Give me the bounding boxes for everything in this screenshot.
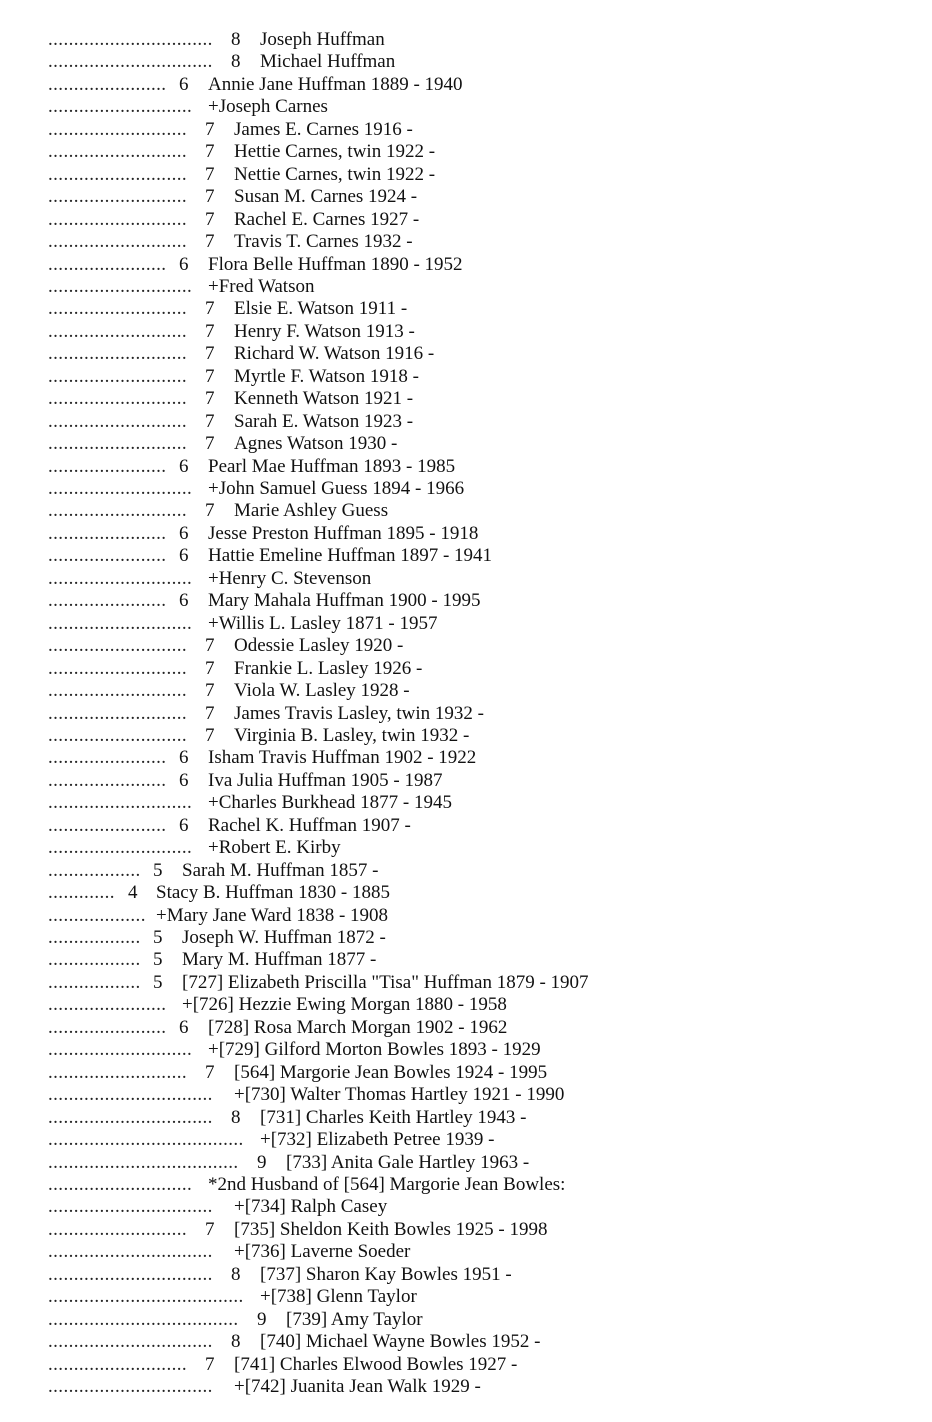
person-entry bbox=[0, 1354, 932, 1376]
spouse-name: +Fred Watson bbox=[208, 276, 315, 297]
person-entry bbox=[0, 51, 932, 73]
person-name: James E. Carnes 1916 - bbox=[234, 119, 413, 140]
spouse-name: +[734] Ralph Casey bbox=[234, 1196, 388, 1217]
dot-leader: ........................... bbox=[48, 231, 188, 252]
generation-number: 6 bbox=[179, 1017, 189, 1038]
spouse-name: +Willis L. Lasley 1871 - 1957 bbox=[208, 613, 438, 634]
dot-leader: ....................... bbox=[48, 815, 167, 836]
person-name: Joseph Huffman bbox=[260, 29, 385, 50]
dot-leader: ................................ bbox=[48, 1331, 213, 1352]
generation-number: 7 bbox=[205, 725, 215, 746]
person-entry bbox=[0, 815, 932, 837]
spouse-entry bbox=[0, 837, 932, 859]
person-entry bbox=[0, 1331, 932, 1353]
dot-leader: ............................ bbox=[48, 792, 193, 813]
spouse-name: +Mary Jane Ward 1838 - 1908 bbox=[156, 905, 389, 926]
person-entry bbox=[0, 1017, 932, 1039]
person-name: Sarah M. Huffman 1857 - bbox=[182, 860, 379, 881]
dot-leader: ................................ bbox=[48, 1107, 213, 1128]
generation-number: 4 bbox=[128, 882, 138, 903]
generation-number: 6 bbox=[179, 815, 189, 836]
spouse-name: +Joseph Carnes bbox=[208, 96, 328, 117]
generation-number: 7 bbox=[205, 1062, 215, 1083]
generation-number: 7 bbox=[205, 209, 215, 230]
person-entry bbox=[0, 141, 932, 163]
person-entry bbox=[0, 209, 932, 231]
person-name: [740] Michael Wayne Bowles 1952 - bbox=[260, 1331, 541, 1352]
person-entry bbox=[0, 725, 932, 747]
person-name: Marie Ashley Guess bbox=[234, 500, 389, 521]
spouse-name: +John Samuel Guess 1894 - 1966 bbox=[208, 478, 465, 499]
person-entry bbox=[0, 231, 932, 253]
dot-leader: ........................... bbox=[48, 164, 188, 185]
dot-leader: ........................... bbox=[48, 433, 188, 454]
person-entry bbox=[0, 703, 932, 725]
generation-number: 5 bbox=[153, 949, 163, 970]
generation-number: 8 bbox=[231, 51, 241, 72]
generation-number: 6 bbox=[179, 254, 189, 275]
dot-leader: ........................... bbox=[48, 388, 188, 409]
spouse-entry bbox=[0, 1376, 932, 1398]
person-entry bbox=[0, 456, 932, 478]
person-entry bbox=[0, 545, 932, 567]
spouse-entry bbox=[0, 905, 932, 927]
dot-leader: ............................ bbox=[48, 613, 193, 634]
dot-leader: ............................ bbox=[48, 568, 193, 589]
dot-leader: ....................... bbox=[48, 74, 167, 95]
person-name: Mary Mahala Huffman 1900 - 1995 bbox=[208, 590, 481, 611]
person-name: [728] Rosa March Morgan 1902 - 1962 bbox=[208, 1017, 508, 1038]
dot-leader: ....................... bbox=[48, 994, 167, 1015]
person-entry bbox=[0, 860, 932, 882]
person-name: James Travis Lasley, twin 1932 - bbox=[234, 703, 484, 724]
generation-number: 7 bbox=[205, 186, 215, 207]
person-entry bbox=[0, 186, 932, 208]
generation-number: 7 bbox=[205, 703, 215, 724]
person-name: [735] Sheldon Keith Bowles 1925 - 1998 bbox=[234, 1219, 548, 1240]
person-name: Travis T. Carnes 1932 - bbox=[234, 231, 413, 252]
person-name: Rachel K. Huffman 1907 - bbox=[208, 815, 411, 836]
generation-number: 5 bbox=[153, 972, 163, 993]
person-entry bbox=[0, 321, 932, 343]
dot-leader: ..................................... bbox=[48, 1309, 239, 1330]
spouse-entry bbox=[0, 792, 932, 814]
person-name: Kenneth Watson 1921 - bbox=[234, 388, 414, 409]
generation-number: 9 bbox=[257, 1152, 267, 1173]
spouse-name: +Robert E. Kirby bbox=[208, 837, 341, 858]
person-name: Pearl Mae Huffman 1893 - 1985 bbox=[208, 456, 456, 477]
person-name: Virginia B. Lasley, twin 1932 - bbox=[234, 725, 470, 746]
dot-leader: ........................... bbox=[48, 141, 188, 162]
person-entry bbox=[0, 523, 932, 545]
generation-number: 7 bbox=[205, 366, 215, 387]
dot-leader: ....................... bbox=[48, 590, 167, 611]
dot-leader: ....................... bbox=[48, 770, 167, 791]
spouse-name: +[742] Juanita Jean Walk 1929 - bbox=[234, 1376, 481, 1397]
person-name: [741] Charles Elwood Bowles 1927 - bbox=[234, 1354, 518, 1375]
dot-leader: ................... bbox=[48, 905, 146, 926]
person-entry bbox=[0, 119, 932, 141]
spouse-entry bbox=[0, 1174, 932, 1196]
person-entry bbox=[0, 1264, 932, 1286]
generation-number: 7 bbox=[205, 433, 215, 454]
spouse-entry bbox=[0, 478, 932, 500]
spouse-name: +[738] Glenn Taylor bbox=[260, 1286, 417, 1307]
dot-leader: ....................... bbox=[48, 254, 167, 275]
dot-leader: ................................ bbox=[48, 1241, 213, 1262]
spouse-entry bbox=[0, 1084, 932, 1106]
person-entry bbox=[0, 343, 932, 365]
dot-leader: .................. bbox=[48, 927, 141, 948]
spouse-name: *2nd Husband of [564] Margorie Jean Bowles: bbox=[208, 1174, 566, 1195]
dot-leader: ............. bbox=[48, 882, 115, 903]
dot-leader: ...................................... bbox=[48, 1286, 244, 1307]
dot-leader: ..................................... bbox=[48, 1152, 239, 1173]
dot-leader: ................................ bbox=[48, 29, 213, 50]
spouse-entry bbox=[0, 1196, 932, 1218]
person-name: [727] Elizabeth Priscilla "Tisa" Huffman 1879 - 1907 bbox=[182, 972, 589, 993]
spouse-name: +[736] Laverne Soeder bbox=[234, 1241, 411, 1262]
person-entry bbox=[0, 411, 932, 433]
dot-leader: ........................... bbox=[48, 725, 188, 746]
person-entry bbox=[0, 1107, 932, 1129]
person-name: Susan M. Carnes 1924 - bbox=[234, 186, 418, 207]
dot-leader: ........................... bbox=[48, 343, 188, 364]
person-entry bbox=[0, 747, 932, 769]
generation-number: 7 bbox=[205, 500, 215, 521]
person-name: Rachel E. Carnes 1927 - bbox=[234, 209, 420, 230]
spouse-entry bbox=[0, 994, 932, 1016]
generation-number: 7 bbox=[205, 411, 215, 432]
person-name: Annie Jane Huffman 1889 - 1940 bbox=[208, 74, 463, 95]
dot-leader: ....................... bbox=[48, 1017, 167, 1038]
dot-leader: ............................ bbox=[48, 276, 193, 297]
person-entry bbox=[0, 882, 932, 904]
generation-number: 7 bbox=[205, 119, 215, 140]
person-name: Jesse Preston Huffman 1895 - 1918 bbox=[208, 523, 479, 544]
person-entry bbox=[0, 254, 932, 276]
spouse-name: +[726] Hezzie Ewing Morgan 1880 - 1958 bbox=[182, 994, 507, 1015]
dot-leader: ........................... bbox=[48, 321, 188, 342]
person-name: Hettie Carnes, twin 1922 - bbox=[234, 141, 436, 162]
dot-leader: ................................ bbox=[48, 1264, 213, 1285]
generation-number: 8 bbox=[231, 1331, 241, 1352]
generation-number: 8 bbox=[231, 1264, 241, 1285]
person-name: Myrtle F. Watson 1918 - bbox=[234, 366, 420, 387]
dot-leader: ........................... bbox=[48, 1062, 188, 1083]
person-name: Mary M. Huffman 1877 - bbox=[182, 949, 377, 970]
generation-number: 6 bbox=[179, 590, 189, 611]
spouse-name: +[730] Walter Thomas Hartley 1921 - 1990 bbox=[234, 1084, 565, 1105]
person-name: Odessie Lasley 1920 - bbox=[234, 635, 404, 656]
person-entry bbox=[0, 500, 932, 522]
generation-number: 7 bbox=[205, 1354, 215, 1375]
generation-number: 7 bbox=[205, 680, 215, 701]
generation-number: 6 bbox=[179, 747, 189, 768]
dot-leader: ........................... bbox=[48, 119, 188, 140]
dot-leader: ............................ bbox=[48, 1039, 193, 1060]
person-name: Richard W. Watson 1916 - bbox=[234, 343, 435, 364]
person-name: Henry F. Watson 1913 - bbox=[234, 321, 415, 342]
generation-number: 5 bbox=[153, 927, 163, 948]
generation-number: 7 bbox=[205, 164, 215, 185]
generation-number: 7 bbox=[205, 388, 215, 409]
person-entry bbox=[0, 927, 932, 949]
person-name: Hattie Emeline Huffman 1897 - 1941 bbox=[208, 545, 493, 566]
dot-leader: ........................... bbox=[48, 298, 188, 319]
spouse-entry bbox=[0, 276, 932, 298]
person-entry bbox=[0, 433, 932, 455]
generation-number: 6 bbox=[179, 74, 189, 95]
person-name: [739] Amy Taylor bbox=[286, 1309, 423, 1330]
dot-leader: ........................... bbox=[48, 1354, 188, 1375]
generation-number: 6 bbox=[179, 523, 189, 544]
person-name: Viola W. Lasley 1928 - bbox=[234, 680, 410, 701]
person-name: [564] Margorie Jean Bowles 1924 - 1995 bbox=[234, 1062, 548, 1083]
generation-number: 7 bbox=[205, 141, 215, 162]
generation-number: 7 bbox=[205, 1219, 215, 1240]
dot-leader: ........................... bbox=[48, 209, 188, 230]
dot-leader: .................. bbox=[48, 972, 141, 993]
generation-number: 6 bbox=[179, 456, 189, 477]
dot-leader: ........................... bbox=[48, 411, 188, 432]
spouse-entry bbox=[0, 96, 932, 118]
dot-leader: .................. bbox=[48, 949, 141, 970]
dot-leader: ............................ bbox=[48, 837, 193, 858]
dot-leader: ....................... bbox=[48, 747, 167, 768]
person-name: Iva Julia Huffman 1905 - 1987 bbox=[208, 770, 443, 791]
person-entry bbox=[0, 366, 932, 388]
person-name: Joseph W. Huffman 1872 - bbox=[182, 927, 386, 948]
spouse-entry bbox=[0, 1286, 932, 1308]
dot-leader: ........................... bbox=[48, 1219, 188, 1240]
spouse-name: +Henry C. Stevenson bbox=[208, 568, 372, 589]
person-name: Flora Belle Huffman 1890 - 1952 bbox=[208, 254, 463, 275]
dot-leader: ................................ bbox=[48, 1376, 213, 1397]
spouse-entry bbox=[0, 613, 932, 635]
generation-number: 7 bbox=[205, 658, 215, 679]
dot-leader: ........................... bbox=[48, 680, 188, 701]
dot-leader: ........................... bbox=[48, 186, 188, 207]
person-name: Elsie E. Watson 1911 - bbox=[234, 298, 408, 319]
person-name: Agnes Watson 1930 - bbox=[234, 433, 398, 454]
dot-leader: .................. bbox=[48, 860, 141, 881]
dot-leader: ................................ bbox=[48, 1084, 213, 1105]
dot-leader: ....................... bbox=[48, 545, 167, 566]
person-entry bbox=[0, 29, 932, 51]
dot-leader: ............................ bbox=[48, 478, 193, 499]
dot-leader: ........................... bbox=[48, 500, 188, 521]
spouse-entry bbox=[0, 1241, 932, 1263]
person-entry bbox=[0, 658, 932, 680]
person-name: [733] Anita Gale Hartley 1963 - bbox=[286, 1152, 530, 1173]
generation-number: 8 bbox=[231, 29, 241, 50]
person-entry bbox=[0, 1219, 932, 1241]
person-name: [737] Sharon Kay Bowles 1951 - bbox=[260, 1264, 512, 1285]
spouse-name: +[732] Elizabeth Petree 1939 - bbox=[260, 1129, 495, 1150]
person-entry bbox=[0, 972, 932, 994]
spouse-name: +[729] Gilford Morton Bowles 1893 - 1929 bbox=[208, 1039, 541, 1060]
spouse-entry bbox=[0, 1039, 932, 1061]
dot-leader: ........................... bbox=[48, 635, 188, 656]
person-entry bbox=[0, 590, 932, 612]
generation-number: 6 bbox=[179, 545, 189, 566]
generation-number: 8 bbox=[231, 1107, 241, 1128]
generation-number: 7 bbox=[205, 321, 215, 342]
dot-leader: ........................... bbox=[48, 703, 188, 724]
person-name: Sarah E. Watson 1923 - bbox=[234, 411, 414, 432]
person-name: Isham Travis Huffman 1902 - 1922 bbox=[208, 747, 477, 768]
generation-number: 7 bbox=[205, 298, 215, 319]
dot-leader: ............................ bbox=[48, 96, 193, 117]
dot-leader: ....................... bbox=[48, 523, 167, 544]
person-entry bbox=[0, 1062, 932, 1084]
person-entry bbox=[0, 388, 932, 410]
dot-leader: ............................ bbox=[48, 1174, 193, 1195]
generation-number: 9 bbox=[257, 1309, 267, 1330]
generation-number: 7 bbox=[205, 343, 215, 364]
generation-number: 5 bbox=[153, 860, 163, 881]
dot-leader: ........................... bbox=[48, 366, 188, 387]
person-name: [731] Charles Keith Hartley 1943 - bbox=[260, 1107, 527, 1128]
generation-number: 6 bbox=[179, 770, 189, 791]
person-entry bbox=[0, 635, 932, 657]
dot-leader: ...................................... bbox=[48, 1129, 244, 1150]
spouse-name: +Charles Burkhead 1877 - 1945 bbox=[208, 792, 452, 813]
person-name: Michael Huffman bbox=[260, 51, 396, 72]
person-name: Frankie L. Lasley 1926 - bbox=[234, 658, 423, 679]
dot-leader: ........................... bbox=[48, 658, 188, 679]
person-entry bbox=[0, 949, 932, 971]
dot-leader: ................................ bbox=[48, 1196, 213, 1217]
dot-leader: ................................ bbox=[48, 51, 213, 72]
person-entry bbox=[0, 164, 932, 186]
person-entry bbox=[0, 680, 932, 702]
generation-number: 7 bbox=[205, 635, 215, 656]
spouse-entry bbox=[0, 568, 932, 590]
person-entry bbox=[0, 74, 932, 96]
person-entry bbox=[0, 1309, 932, 1331]
generation-number: 7 bbox=[205, 231, 215, 252]
person-entry bbox=[0, 770, 932, 792]
person-entry bbox=[0, 298, 932, 320]
dot-leader: ....................... bbox=[48, 456, 167, 477]
spouse-entry bbox=[0, 1129, 932, 1151]
person-entry bbox=[0, 1152, 932, 1174]
person-name: Stacy B. Huffman 1830 - 1885 bbox=[156, 882, 390, 903]
person-name: Nettie Carnes, twin 1922 - bbox=[234, 164, 436, 185]
